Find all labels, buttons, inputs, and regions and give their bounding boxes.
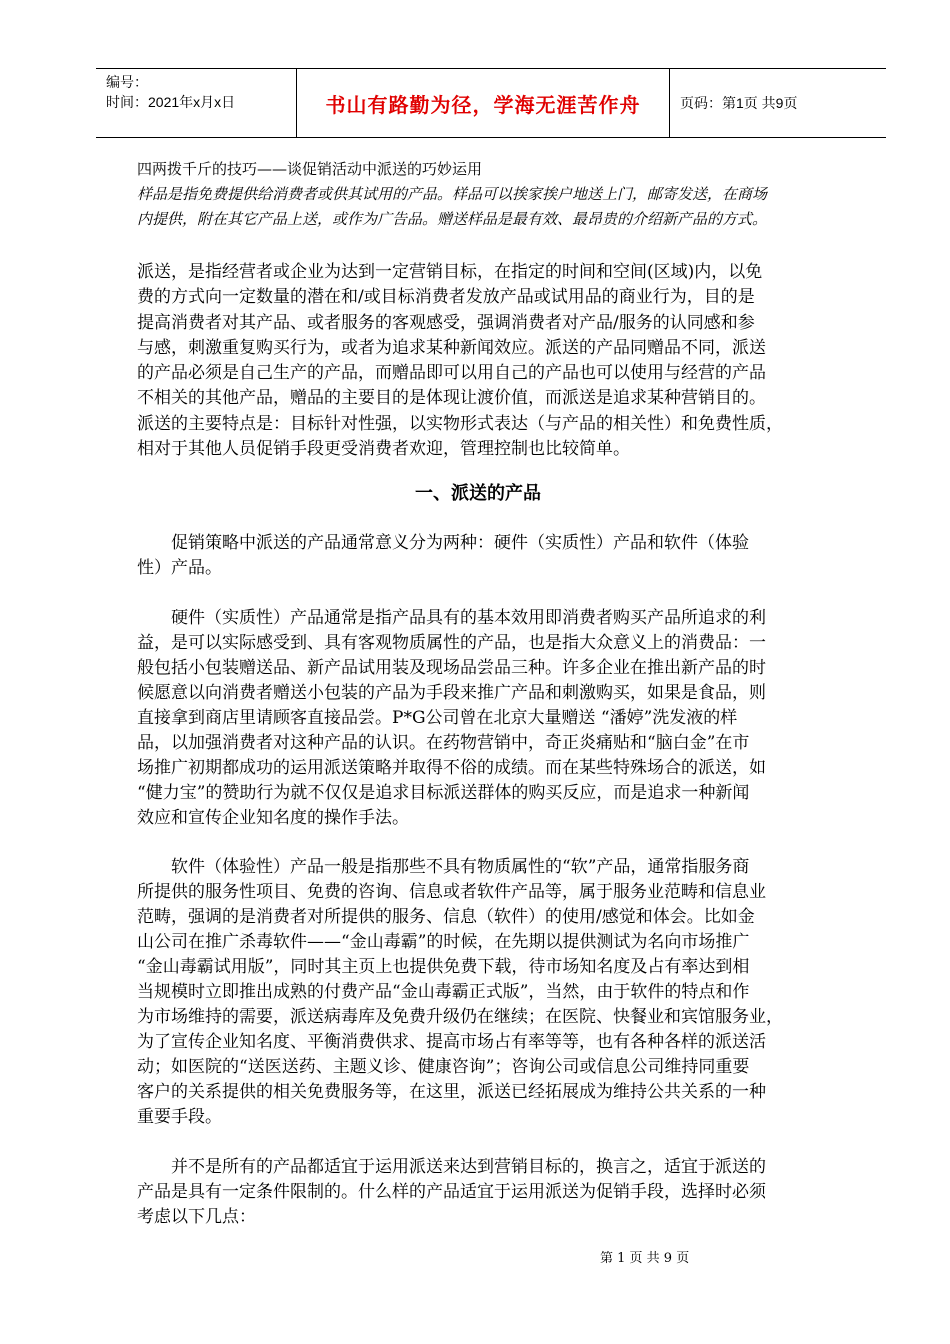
paragraph-line: 重要手段。	[137, 1107, 222, 1127]
article-title: 四两拨千斤的技巧——谈促销活动中派送的巧妙运用	[137, 160, 483, 178]
paragraph-line: 动；如医院的“送医送药、主题义诊、健康咨询”；咨询公司或信息公司维持同重要	[137, 1057, 750, 1077]
paragraph-line: 般包括小包装赠送品、新产品试用装及现场品尝品三种。许多企业在推出新产品的时	[137, 658, 766, 678]
paragraph-line: 客户的关系提供的相关免费服务等，在这里，派送已经拓展成为维持公共关系的一种	[137, 1082, 766, 1102]
header-table	[96, 68, 886, 138]
paragraph-line: 与感，刺激重复购买行为，或者为追求某种新闻效应。派送的产品同赠品不同，派送	[137, 338, 766, 358]
paragraph-line: 提高消费者对其产品、或者服务的客观感受，强调消费者对产品/服务的认同感和参	[137, 313, 755, 333]
intro-line: 样品是指免费提供给消费者或供其试用的产品。样品可以挨家挨户地送上门，邮寄发送，在商场	[137, 185, 768, 203]
page-label: 页码：第1页 共9页	[680, 95, 798, 111]
paragraph-line: 当规模时立即推出成熟的付费产品“金山毒霸正式版”，当然，由于软件的特点和作	[137, 982, 750, 1002]
paragraph-line: 派送的主要特点是：目标针对性强，以实物形式表达（与产品的相关性）和免费性质，	[137, 414, 783, 434]
paragraph-line: 所提供的服务性项目、免费的咨询、信息或者软件产品等，属于服务业范畴和信息业	[137, 882, 766, 902]
paragraph-line: 软件（体验性）产品一般是指那些不具有物质属性的“软”产品，通常指服务商	[171, 857, 750, 877]
paragraph-line: 为市场维持的需要，派送病毒库及免费升级仍在继续；在医院、快餐业和宾馆服务业，	[137, 1007, 783, 1027]
paragraph-line: 派送，是指经营者或企业为达到一定营销目标，在指定的时间和空间(区域)内，以免	[137, 262, 763, 282]
paragraph-line: 范畴，强调的是消费者对所提供的服务、信息（软件）的使用/感觉和体会。比如金	[137, 907, 755, 927]
paragraph-line: 并不是所有的产品都适宜于运用派送来达到营销目标的，换言之，适宜于派送的	[171, 1157, 766, 1177]
paragraph-line: 直接拿到商店里请顾客直接品尝。P*G公司曾在北京大量赠送 “潘婷”洗发液的样	[137, 708, 738, 728]
paragraph-line: 效应和宣传企业知名度的操作手法。	[137, 808, 409, 828]
number-label: 编号：	[106, 74, 148, 90]
header-info-cell	[96, 69, 297, 137]
paragraph-line: 山公司在推广杀毒软件——“金山毒霸”的时候，在先期以提供测试为名向市场推广	[137, 932, 750, 952]
section-heading: 一、派送的产品	[415, 483, 541, 503]
paragraph-line: “金山毒霸试用版”，同时其主页上也提供免费下载，待市场知名度及占有率达到相	[137, 957, 750, 977]
paragraph-line: 候愿意以向消费者赠送小包装的产品为手段来推广产品和刺激购买，如果是食品，则	[137, 683, 766, 703]
paragraph-line: 为了宣传企业知名度、平衡消费供求、提高市场占有率等等，也有各种各样的派送活	[137, 1032, 766, 1052]
header-page-cell	[670, 69, 886, 137]
paragraph-line: 产品是具有一定条件限制的。什么样的产品适宜于运用派送为促销手段，选择时必须	[137, 1182, 766, 1202]
paragraph-line: 场推广初期都成功的运用派送策略并取得不俗的成绩。而在某些特殊场合的派送，如	[137, 758, 766, 778]
paragraph-line: 费的方式向一定数量的潜在和/或目标消费者发放产品或试用品的商业行为，目的是	[137, 287, 755, 307]
paragraph-line: 益，是可以实际感受到、具有客观物质属性的产品，也是指大众意义上的消费品：一	[137, 633, 766, 653]
paragraph-line: 的产品必须是自己生产的产品，而赠品即可以用自己的产品也可以使用与经营的产品	[137, 363, 766, 383]
paragraph-line: 不相关的其他产品，赠品的主要目的是体现让渡价值，而派送是追求某种营销目的。	[137, 388, 766, 408]
paragraph-line: 硬件（实质性）产品通常是指产品具有的基本效用即消费者购买产品所追求的利	[171, 608, 766, 628]
time-label: 时间：2021年x月x日	[106, 94, 236, 110]
page-footer: 第 1 页 共 9 页	[600, 1251, 690, 1266]
paragraph-line: 促销策略中派送的产品通常意义分为两种：硬件（实质性）产品和软件（体验	[171, 533, 749, 553]
paragraph-line: 性）产品。	[137, 558, 222, 578]
paragraph-line: 相对于其他人员促销手段更受消费者欢迎，管理控制也比较简单。	[137, 439, 630, 459]
intro-line: 内提供，附在其它产品上送，或作为广告品。赠送样品是最有效、最昂贵的介绍新产品的方式。	[137, 210, 768, 228]
paragraph-line: “健力宝”的赞助行为就不仅仅是追求目标派送群体的购买反应，而是追求一种新闻	[137, 783, 750, 803]
motto-text: 书山有路勤为径，学海无涯苦作舟	[325, 92, 641, 117]
paragraph-line: 品，以加强消费者对这种产品的认识。在药物营销中，奇正炎痛贴和“脑白金”在市	[137, 733, 750, 753]
header-motto-cell	[297, 69, 670, 137]
paragraph-line: 考虑以下几点：	[137, 1207, 256, 1227]
